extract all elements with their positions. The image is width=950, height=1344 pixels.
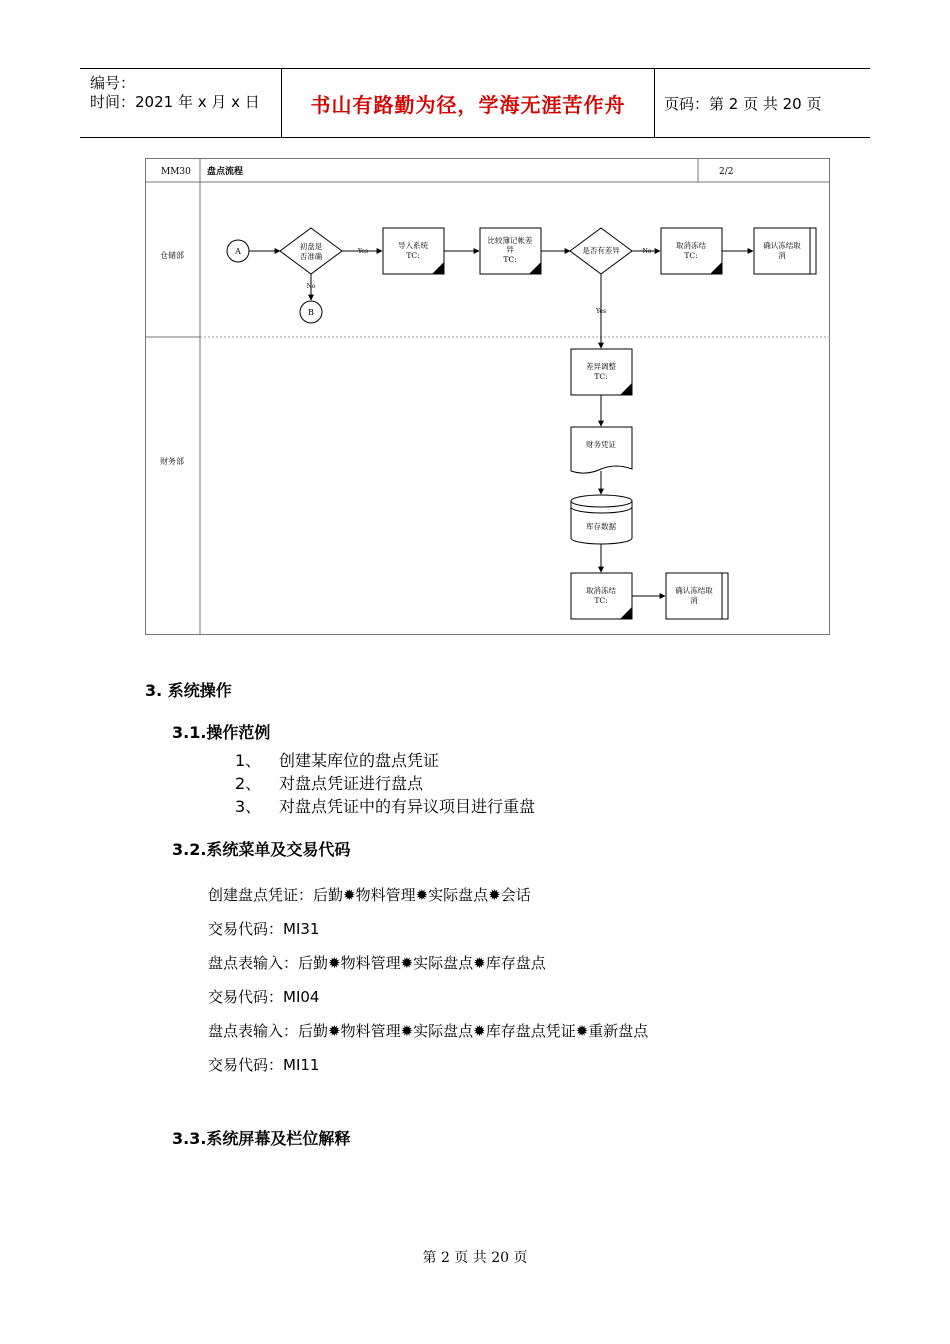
flow-title: 盘点流程 — [207, 167, 244, 177]
list-item-text: 创建某库位的盘点凭证 — [279, 751, 440, 770]
confirm-cancel-fin-line1: 确认冻结取 — [675, 586, 713, 595]
list-item-number: 1、 — [235, 751, 262, 770]
confirm-cancel-line2: 消 — [778, 251, 786, 260]
page-header — [80, 68, 870, 138]
cancel-freeze-fin-line1: 取消冻结 — [586, 586, 616, 595]
flow-code: MM30 — [161, 167, 191, 177]
adjust-line2: TC: — [594, 372, 608, 381]
inventory-flowchart — [145, 158, 830, 635]
flow-page: 2/2 — [719, 167, 734, 177]
import-line1: 导入系统 — [398, 241, 428, 250]
menu-path-line: 盘点表输入：后勤✹物料管理✹实际盘点✹库存盘点凭证✹重新盘点 — [208, 1022, 649, 1040]
menu-path-line: 创建盘点凭证：后勤✹物料管理✹实际盘点✹会话 — [208, 886, 531, 904]
no-label-diff: No — [642, 248, 652, 255]
voucher-label: 财务凭证 — [586, 440, 616, 449]
section-3-title: 3. 系统操作 — [145, 681, 232, 700]
list-item — [235, 748, 439, 771]
transaction-code-line: 交易代码：MI11 — [208, 1056, 320, 1074]
header-motto: 书山有路勤为径，学海无涯苦作舟 — [310, 92, 626, 117]
confirm-cancel-line1: 确认冻结取 — [763, 241, 801, 250]
no-label-initial: No — [306, 283, 316, 290]
decision-initial — [280, 228, 342, 274]
lane-warehouse-label: 仓储部 — [160, 251, 184, 260]
menu-path-line: 盘点表输入：后勤✹物料管理✹实际盘点✹库存盘点 — [208, 954, 546, 972]
page-footer: 第 2 页 共 20 页 — [422, 1250, 528, 1266]
transaction-code-line: 交易代码：MI31 — [208, 920, 320, 938]
lane-finance-label: 财务部 — [160, 457, 184, 466]
list-item-number: 3、 — [235, 797, 262, 816]
confirm-cancel-fin-line2: 消 — [690, 596, 698, 605]
document-voucher — [571, 427, 632, 473]
header-page-info: 页码：第 2 页 共 20 页 — [664, 94, 822, 113]
inventory-data-label: 库存数据 — [586, 522, 616, 531]
section-3-3-title: 3.3.系统屏幕及栏位解释 — [172, 1129, 351, 1148]
compare-line1: 比较簿记帐差 — [487, 236, 533, 245]
cancel-freeze-line2: TC: — [684, 251, 698, 260]
header-meta — [80, 69, 280, 137]
compare-line3: TC: — [503, 255, 517, 264]
list-item-number: 2、 — [235, 774, 262, 793]
decision-initial-line1: 初盘是 — [299, 242, 323, 251]
yes-label-initial: Yes — [357, 248, 369, 255]
section-3-2-title: 3.2.系统菜单及交易代码 — [172, 840, 351, 859]
compare-line2: 异 — [506, 245, 514, 254]
yes-label-diff: Yes — [595, 308, 607, 315]
connector-a-label: A — [235, 247, 241, 256]
cancel-freeze-fin-line2: TC: — [594, 596, 608, 605]
section-3-1-title: 3.1.操作范例 — [172, 723, 271, 742]
database-top — [571, 495, 632, 507]
decision-difference-label: 是否有差异 — [582, 246, 620, 255]
cancel-freeze-line1: 取消冻结 — [676, 241, 706, 250]
import-line2: TC: — [406, 251, 420, 260]
adjust-line1: 差异调整 — [586, 362, 616, 371]
time-label: 时间：2021 年 x 月 x 日 — [90, 93, 260, 111]
decision-initial-line2: 否准确 — [299, 252, 323, 261]
list-item — [235, 771, 423, 794]
header-divider — [654, 69, 655, 137]
transaction-code-line: 交易代码：MI04 — [208, 988, 320, 1006]
number-label: 编号： — [90, 74, 136, 92]
connector-b-label: B — [308, 308, 314, 317]
list-item — [235, 794, 535, 817]
list-item-text: 对盘点凭证进行盘点 — [279, 774, 424, 793]
list-item-text: 对盘点凭证中的有异议项目进行重盘 — [279, 797, 536, 816]
